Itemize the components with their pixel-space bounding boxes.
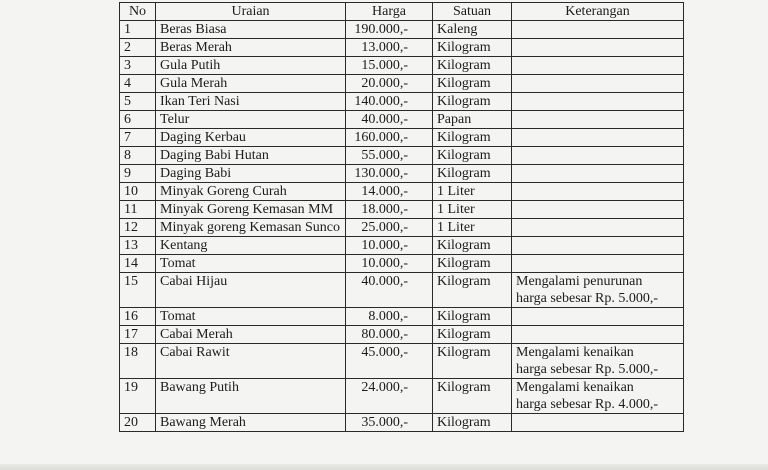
cell-harga: 13.000,-	[346, 39, 433, 57]
table-row	[120, 57, 684, 75]
cell-satuan: Kilogram	[433, 165, 512, 183]
cell-keterangan	[512, 237, 684, 255]
table-body	[120, 21, 684, 432]
cell-no: 9	[120, 165, 156, 183]
cell-keterangan	[512, 308, 684, 326]
cell-satuan: Kilogram	[433, 39, 512, 57]
cell-no: 7	[120, 129, 156, 147]
cell-keterangan	[512, 111, 684, 129]
cell-satuan: 1 Liter	[433, 201, 512, 219]
cell-satuan: Kilogram	[433, 129, 512, 147]
table-row	[120, 219, 684, 237]
cell-satuan: Kilogram	[433, 147, 512, 165]
cell-satuan: Kilogram	[433, 237, 512, 255]
cell-keterangan: Mengalami kenaikan harga sebesar Rp. 5.000,-	[512, 344, 684, 379]
cell-harga: 14.000,-	[346, 183, 433, 201]
cell-satuan: Kilogram	[433, 273, 512, 308]
cell-keterangan	[512, 75, 684, 93]
cell-uraian: Kentang	[156, 237, 346, 255]
cell-no: 11	[120, 201, 156, 219]
cell-uraian: Minyak Goreng Curah	[156, 183, 346, 201]
cell-harga: 35.000,-	[346, 414, 433, 432]
cell-no: 17	[120, 326, 156, 344]
cell-satuan: Kilogram	[433, 57, 512, 75]
cell-harga: 24.000,-	[346, 379, 433, 414]
cell-harga: 80.000,-	[346, 326, 433, 344]
cell-keterangan: Mengalami penurunan harga sebesar Rp. 5.000,-	[512, 273, 684, 308]
cell-satuan: Kilogram	[433, 75, 512, 93]
cell-keterangan	[512, 414, 684, 432]
cell-uraian: Cabai Rawit	[156, 344, 346, 379]
cell-uraian: Minyak Goreng Kemasan MM	[156, 201, 346, 219]
cell-uraian: Tomat	[156, 255, 346, 273]
cell-harga: 18.000,-	[346, 201, 433, 219]
cell-uraian: Cabai Hijau	[156, 273, 346, 308]
cell-satuan: Kilogram	[433, 414, 512, 432]
cell-satuan: Kilogram	[433, 308, 512, 326]
cell-harga: 20.000,-	[346, 75, 433, 93]
cell-keterangan	[512, 183, 684, 201]
cell-no: 4	[120, 75, 156, 93]
cell-harga: 160.000,-	[346, 129, 433, 147]
cell-no: 8	[120, 147, 156, 165]
table-row	[120, 255, 684, 273]
cell-uraian: Cabai Merah	[156, 326, 346, 344]
cell-harga: 25.000,-	[346, 219, 433, 237]
cell-satuan: Kilogram	[433, 326, 512, 344]
cell-harga: 10.000,-	[346, 237, 433, 255]
cell-no: 15	[120, 273, 156, 308]
cell-no: 10	[120, 183, 156, 201]
cell-harga: 45.000,-	[346, 344, 433, 379]
cell-keterangan	[512, 129, 684, 147]
cell-no: 18	[120, 344, 156, 379]
cell-harga: 140.000,-	[346, 93, 433, 111]
cell-uraian: Daging Kerbau	[156, 129, 346, 147]
cell-harga: 130.000,-	[346, 165, 433, 183]
column-header-harga: Harga	[346, 3, 433, 21]
cell-uraian: Beras Biasa	[156, 21, 346, 39]
cell-no: 1	[120, 21, 156, 39]
cell-harga: 8.000,-	[346, 308, 433, 326]
cell-satuan: Kilogram	[433, 255, 512, 273]
table-row	[120, 93, 684, 111]
table-row	[120, 414, 684, 432]
cell-no: 2	[120, 39, 156, 57]
cell-satuan: Kilogram	[433, 344, 512, 379]
cell-no: 5	[120, 93, 156, 111]
table-row	[120, 147, 684, 165]
cell-satuan: Kaleng	[433, 21, 512, 39]
cell-keterangan	[512, 219, 684, 237]
cell-keterangan	[512, 201, 684, 219]
cell-no: 19	[120, 379, 156, 414]
cell-satuan: Kilogram	[433, 93, 512, 111]
table-row	[120, 129, 684, 147]
cell-keterangan	[512, 255, 684, 273]
cell-keterangan	[512, 326, 684, 344]
cell-uraian: Daging Babi	[156, 165, 346, 183]
table-row	[120, 75, 684, 93]
cell-satuan: Kilogram	[433, 379, 512, 414]
cell-keterangan	[512, 21, 684, 39]
table-row	[120, 379, 684, 414]
table-row	[120, 326, 684, 344]
table-header-row	[120, 3, 684, 21]
cell-no: 12	[120, 219, 156, 237]
cell-uraian: Telur	[156, 111, 346, 129]
cell-uraian: Tomat	[156, 308, 346, 326]
cell-uraian: Gula Putih	[156, 57, 346, 75]
table-row	[120, 344, 684, 379]
cell-no: 16	[120, 308, 156, 326]
table-row	[120, 201, 684, 219]
column-header-no: No	[120, 3, 156, 21]
cell-harga: 15.000,-	[346, 57, 433, 75]
cell-harga: 55.000,-	[346, 147, 433, 165]
cell-uraian: Beras Merah	[156, 39, 346, 57]
column-header-uraian: Uraian	[156, 3, 346, 21]
cell-harga: 190.000,-	[346, 21, 433, 39]
table-row	[120, 165, 684, 183]
column-header-keterangan: Keterangan	[512, 3, 684, 21]
cell-uraian: Bawang Merah	[156, 414, 346, 432]
cell-keterangan	[512, 93, 684, 111]
cell-keterangan	[512, 57, 684, 75]
cell-keterangan	[512, 39, 684, 57]
cell-satuan: 1 Liter	[433, 183, 512, 201]
cell-no: 13	[120, 237, 156, 255]
column-header-satuan: Satuan	[433, 3, 512, 21]
table-row	[120, 183, 684, 201]
table-row	[120, 111, 684, 129]
cell-harga: 10.000,-	[346, 255, 433, 273]
cell-uraian: Ikan Teri Nasi	[156, 93, 346, 111]
price-table	[119, 2, 684, 432]
cell-keterangan	[512, 165, 684, 183]
cell-satuan: 1 Liter	[433, 219, 512, 237]
table-row	[120, 237, 684, 255]
table-row	[120, 273, 684, 308]
cell-harga: 40.000,-	[346, 273, 433, 308]
cell-keterangan	[512, 147, 684, 165]
table-row	[120, 21, 684, 39]
cell-harga: 40.000,-	[346, 111, 433, 129]
cell-no: 6	[120, 111, 156, 129]
cell-uraian: Gula Merah	[156, 75, 346, 93]
cell-uraian: Bawang Putih	[156, 379, 346, 414]
cell-keterangan: Mengalami kenaikan harga sebesar Rp. 4.000,-	[512, 379, 684, 414]
cell-no: 14	[120, 255, 156, 273]
cell-no: 3	[120, 57, 156, 75]
cell-satuan: Papan	[433, 111, 512, 129]
scan-edge	[0, 464, 768, 470]
cell-uraian: Minyak goreng Kemasan Sunco	[156, 219, 346, 237]
table-row	[120, 308, 684, 326]
table-row	[120, 39, 684, 57]
cell-no: 20	[120, 414, 156, 432]
cell-uraian: Daging Babi Hutan	[156, 147, 346, 165]
